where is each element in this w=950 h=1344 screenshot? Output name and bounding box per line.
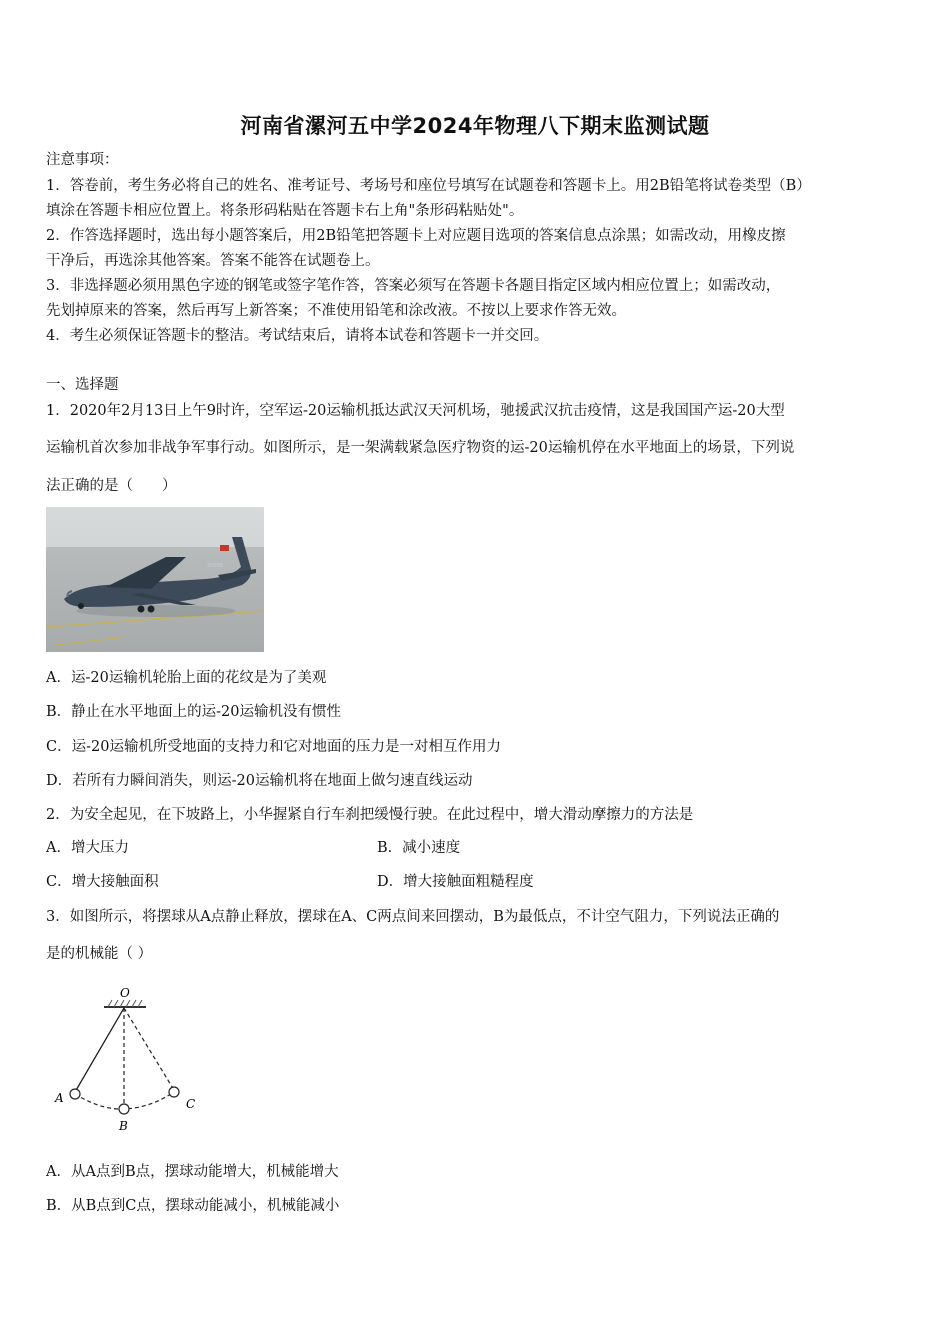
q2-option-d: D．增大接触面粗糙程度 <box>377 874 534 890</box>
point-b-label: B <box>119 1119 128 1133</box>
point-a-label: A <box>55 1091 64 1105</box>
section-heading: 一、选择题 <box>46 377 119 393</box>
y20-transport-plane-photo <box>46 507 264 652</box>
q3-option-a: A．从A点到B点，摆球动能增大，机械能增大 <box>46 1164 339 1180</box>
q3-stem-line: 3．如图所示，将摆球从A点静止释放，摆球在A、C两点间来回摆动，B为最低点，不计空气阻力，下列说法正确的 <box>46 909 780 925</box>
notice-line: 填涂在答题卡相应位置上。将条形码粘贴在答题卡右上角"条形码粘贴处"。 <box>46 203 524 219</box>
point-c-label: C <box>186 1097 196 1111</box>
q2-stem: 2．为安全起见，在下坡路上，小华握紧自行车刹把缓慢行驶。在此过程中，增大滑动摩擦力的方法是 <box>46 807 694 823</box>
point-o-label: O <box>120 986 130 1000</box>
notice-line: 4．考生必须保证答题卡的整洁。考试结束后，请将本试卷和答题卡一并交回。 <box>46 328 549 344</box>
q1-option-b: B．静止在水平地面上的运-20运输机没有惯性 <box>46 704 342 720</box>
q1-stem-line: 1．2020年2月13日上午9时许，空军运-20运输机抵达武汉天河机场，驰援武汉抗击疫情，这是我国国产运-20大型 <box>46 403 785 419</box>
q3-option-b: B．从B点到C点，摆球动能减小，机械能减小 <box>46 1198 340 1214</box>
notice-line: 先划掉原来的答案，然后再写上新答案；不准使用铅笔和涂改液。不按以上要求作答无效。 <box>46 303 626 319</box>
q1-option-d: D．若所有力瞬间消失，则运-20运输机将在地面上做匀速直线运动 <box>46 773 473 789</box>
notice-heading: 注意事项： <box>46 152 119 168</box>
q2-option-b: B．减小速度 <box>377 840 461 856</box>
notice-line: 3．非选择题必须用黑色字迹的钢笔或签字笔作答，答案必须写在答题卡各题目指定区域内相应位置上；如需改动， <box>46 278 781 294</box>
notice-line: 1．答卷前，考生务必将自己的姓名、准考证号、考场号和座位号填写在试题卷和答题卡上。用2B铅笔将试卷类型（B） <box>46 178 811 194</box>
exam-title: 河南省漯河五中学2024年物理八下期末监测试题 <box>240 114 710 138</box>
q1-stem-line: 运输机首次参加非战争军事行动。如图所示，是一架满载紧急医疗物资的运-20运输机停在水平地面上的场景，下列说 <box>46 440 795 456</box>
notice-line: 干净后，再选涂其他答案。答案不能答在试题卷上。 <box>46 253 380 269</box>
svg-text:20058: 20058 <box>207 563 223 569</box>
notice-line: 2．作答选择题时，选出每小题答案后，用2B铅笔把答题卡上对应题目选项的答案信息点涂黑；如需改动，用橡皮擦 <box>46 228 786 244</box>
q2-option-c: C．增大接触面积 <box>46 874 159 890</box>
q3-stem-line: 是的机械能（ ） <box>46 946 153 962</box>
q2-option-a: A．增大压力 <box>46 840 129 856</box>
q1-stem-line: 法正确的是（ ） <box>46 478 177 494</box>
q1-option-a: A．运-20运输机轮胎上面的花纹是为了美观 <box>46 670 327 686</box>
pendulum-diagram <box>46 980 216 1138</box>
q1-option-c: C．运-20运输机所受地面的支持力和它对地面的压力是一对相互作用力 <box>46 739 501 755</box>
